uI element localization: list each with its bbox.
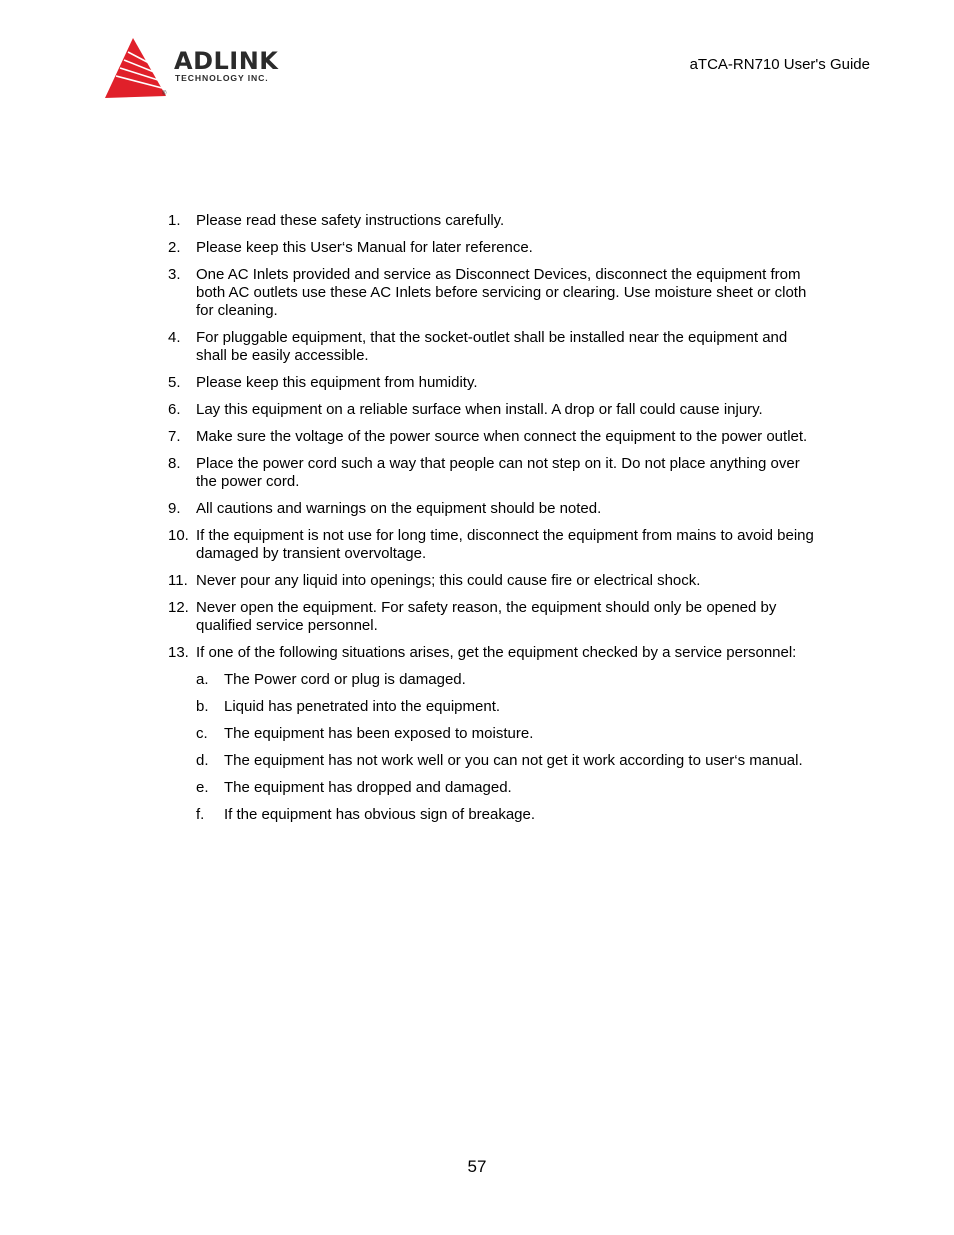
- company-logo: [104, 36, 314, 102]
- item-text: Place the power cord such a way that people can not step on it. Do not place anything over the power cord.: [196, 455, 800, 490]
- item-text: Please read these safety instructions carefully.: [196, 212, 505, 229]
- item-number: 12.: [168, 599, 189, 616]
- subitem-text: The equipment has been exposed to moisture.: [224, 725, 534, 742]
- list-item: [168, 599, 818, 635]
- item-text: Lay this equipment on a reliable surface when install. A drop or fall could cause injury.: [196, 401, 763, 418]
- subitem-text: The Power cord or plug is damaged.: [224, 671, 466, 688]
- sublist-item: [168, 671, 818, 689]
- sublist-item: [168, 806, 818, 824]
- item-number: 5.: [168, 374, 181, 391]
- subitem-letter: c.: [196, 725, 208, 742]
- adlink-triangle-icon: [104, 36, 168, 102]
- item-number: 9.: [168, 500, 181, 517]
- subitem-text: If the equipment has obvious sign of breakage.: [224, 806, 536, 823]
- item-number: 4.: [168, 329, 181, 346]
- item-number: 7.: [168, 428, 181, 445]
- item-text: Please keep this equipment from humidity.: [196, 374, 478, 391]
- logo-name: ADLINK: [174, 47, 279, 75]
- item-number: 10.: [168, 527, 189, 544]
- item-text: If one of the following situations arises, get the equipment checked by a service personnel:: [196, 644, 797, 661]
- subitem-letter: a.: [196, 671, 209, 688]
- item-text: One AC Inlets provided and service as Disconnect Devices, disconnect the equipment from both AC outlets use these AC Inlets before servicing or clearing. Use moisture sheet or cloth for cleaning.: [196, 266, 807, 319]
- document-title: aTCA-RN710 User's Guide: [689, 56, 870, 73]
- item-text: Never open the equipment. For safety reason, the equipment should only be opened by qualified service personnel.: [196, 599, 777, 634]
- list-item: [168, 500, 818, 518]
- subitem-text: The equipment has not work well or you can not get it work according to user‘s manual.: [224, 752, 803, 769]
- list-item: [168, 644, 818, 662]
- list-item: [168, 212, 818, 230]
- item-number: 8.: [168, 455, 181, 472]
- list-item: [168, 572, 818, 590]
- item-text: Please keep this User‘s Manual for later reference.: [196, 239, 533, 256]
- item-number: 11.: [168, 572, 188, 589]
- list-item: [168, 428, 818, 446]
- item-text: Make sure the voltage of the power source when connect the equipment to the power outlet.: [196, 428, 808, 445]
- sublist-item: [168, 698, 818, 716]
- subitem-text: The equipment has dropped and damaged.: [224, 779, 512, 796]
- logo-text: [174, 49, 278, 83]
- item-number: 13.: [168, 644, 189, 661]
- item-number: 3.: [168, 266, 181, 283]
- sublist-item: [168, 752, 818, 770]
- item-text: Never pour any liquid into openings; this could cause fire or electrical shock.: [196, 572, 701, 589]
- list-item: [168, 455, 818, 491]
- list-item: [168, 401, 818, 419]
- list-item: [168, 266, 818, 320]
- item-text: For pluggable equipment, that the socket-outlet shall be installed near the equipment and shall be easily accessible.: [196, 329, 788, 364]
- item-text: If the equipment is not use for long time, disconnect the equipment from mains to avoid being damaged by transient overvoltage.: [196, 527, 814, 562]
- sublist-item: [168, 725, 818, 743]
- subitem-letter: f.: [196, 806, 205, 823]
- list-item: [168, 374, 818, 392]
- list-item: [168, 239, 818, 257]
- list-item: [168, 329, 818, 365]
- item-number: 1.: [168, 212, 181, 229]
- registered-mark: ®: [162, 91, 167, 97]
- subitem-text: Liquid has penetrated into the equipment.: [224, 698, 501, 715]
- sublist-item: [168, 779, 818, 797]
- item-number: 2.: [168, 239, 181, 256]
- situations-sublist: [168, 671, 818, 824]
- logo-subtitle: TECHNOLOGY INC.: [175, 73, 269, 83]
- safety-instructions-list: [168, 212, 818, 833]
- subitem-letter: d.: [196, 752, 209, 769]
- list-item: [168, 527, 818, 563]
- subitem-letter: b.: [196, 698, 209, 715]
- page-number: 57: [467, 1157, 487, 1176]
- item-text: All cautions and warnings on the equipment should be noted.: [196, 500, 602, 517]
- item-number: 6.: [168, 401, 181, 418]
- subitem-letter: e.: [196, 779, 209, 796]
